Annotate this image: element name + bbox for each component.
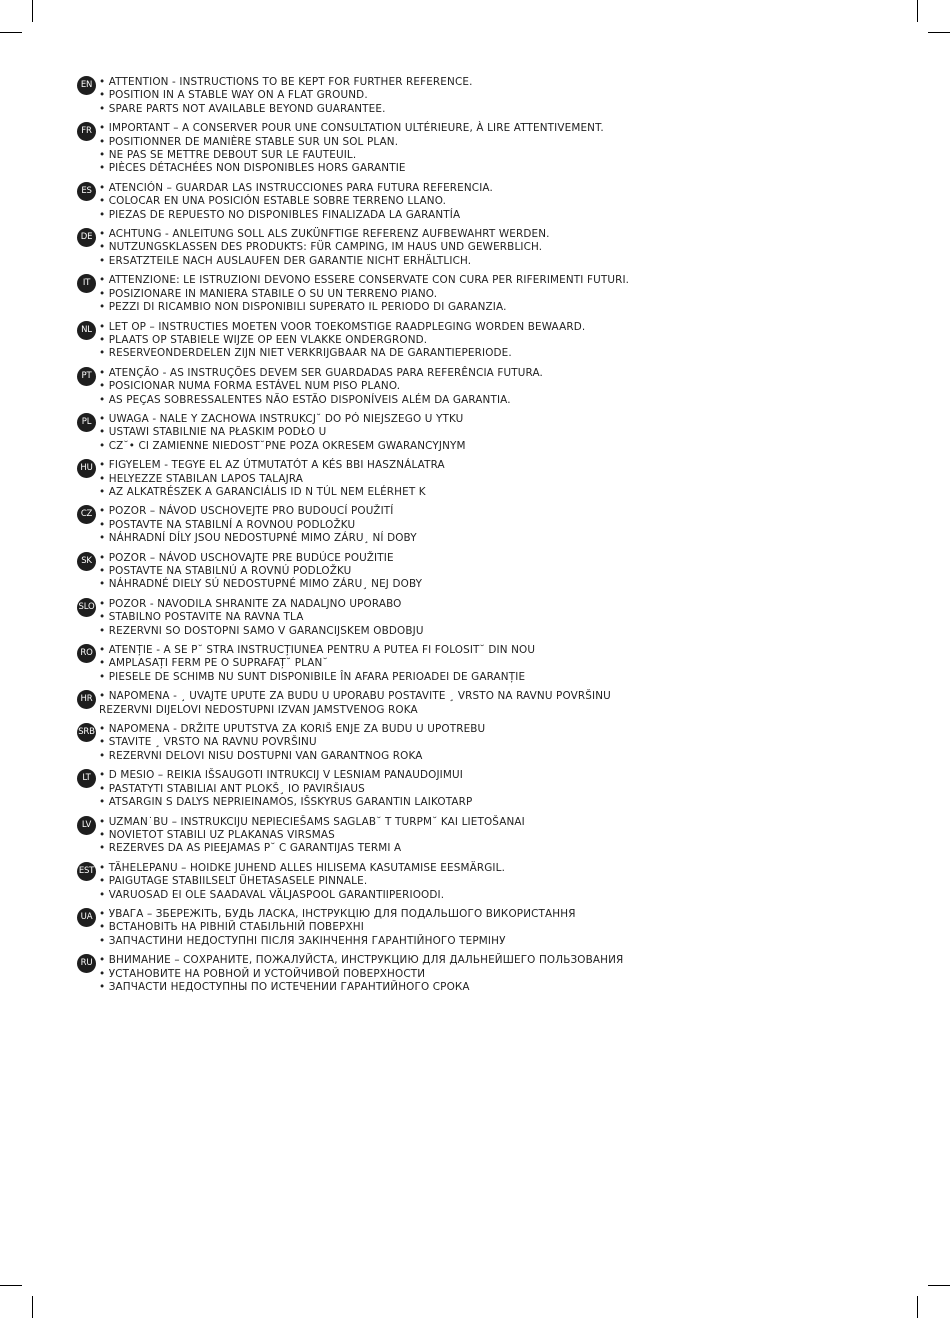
instruction-line: • POSICIONAR NUMA FORMA ESTÁVEL NUM PISO PLANO. xyxy=(99,380,401,393)
instruction-line: • SPARE PARTS NOT AVAILABLE BEYOND GUARANTEE. xyxy=(99,102,386,115)
instruction-line: • POSITION IN A STABLE WAY ON A FLAT GROUND. xyxy=(99,89,368,102)
instruction-line: • УВАГА – ЗБЕРЕЖІТЬ, БУДЬ ЛАСКА, ІНСТРУКЦІЮ ДЛЯ ПОДАЛЬШОГО ВИКОРИСТАННЯ xyxy=(99,907,576,920)
language-block-est xyxy=(77,862,897,902)
language-block-es xyxy=(77,182,897,222)
instruction-line: • COLOCAR EN UNA POSICIÓN ESTABLE SOBRE TERRENO LLANO. xyxy=(99,195,447,208)
instruction-line: • REZERVNI DELOVI NISU DOSTUPNI VAN GARANTNOG ROKA xyxy=(99,749,423,762)
crop-mark-bottom-right-vertical xyxy=(917,1296,918,1318)
instruction-line: • UWAGA - NALE Y ZACHOWA INSTRUKCJ˘ DO PÓ NIEJSZEGO U YTKU xyxy=(99,412,464,425)
language-code-badge: PL xyxy=(77,413,96,432)
instruction-line: • VARUOSAD EI OLE SAADAVAL VÄLJASPOOL GARANTIIPERIOODI. xyxy=(99,888,445,901)
language-code-badge: SRB xyxy=(77,723,96,742)
language-block-fr xyxy=(77,122,897,176)
instruction-line: • ATENCIÓN – GUARDAR LAS INSTRUCCIONES PARA FUTURA REFERENCIA. xyxy=(99,181,493,194)
instruction-line: • STAVITE ¸ VRSTO NA RAVNU POVRŠINU xyxy=(99,736,317,749)
language-code-badge: UA xyxy=(77,908,96,927)
instruction-line: • ATTENZIONE: LE ISTRUZIONI DEVONO ESSERE CONSERVATE CON CURA PER RIFERIMENTI FUTURI. xyxy=(99,274,630,287)
instruction-line: • POSTAVTE NA STABILNÚ A ROVNÚ PODLOŽKU xyxy=(99,565,352,577)
instruction-line: • NAPOMENA - ¸ UVAJTE UPUTE ZA BUDU U UPORABU POSTAVITE ¸ VRSTO NA RAVNU POVRŠINU xyxy=(99,690,611,703)
language-block-sk xyxy=(77,552,897,592)
instruction-line: • NÁHRADNÉ DIELY SÚ NEDOSTUPNÉ MIMO ZÁRU¸ NEJ DOBY xyxy=(99,578,423,591)
crop-mark-bottom-left-vertical xyxy=(32,1296,33,1318)
instruction-line: • UZMAN˙BU – INSTRUKCIJU NEPIECIEŠAMS SAGLAB˘ T TURPM˘ KAI LIETOŠANAI xyxy=(99,815,525,828)
instruction-line: REZERVNI DIJELOVI NEDOSTUPNI IZVAN JAMSTVENOG ROKA xyxy=(99,703,418,716)
instruction-line: • HELYEZZE STABILAN LAPOS TALAJRA xyxy=(99,472,304,485)
language-block-ro xyxy=(77,644,897,684)
language-block-srb xyxy=(77,723,897,763)
language-instructions-list xyxy=(77,76,897,1000)
instruction-line: • POSIZIONARE IN MANIERA STABILE O SU UN TERRENO PIANO. xyxy=(99,287,438,300)
language-code-badge: EST xyxy=(77,862,96,881)
language-code-badge: CZ xyxy=(77,505,96,524)
instruction-line: • ACHTUNG - ANLEITUNG SOLL ALS ZUKÜNFTIGE REFERENZ AUFBEWAHRT WERDEN. xyxy=(99,228,550,241)
instruction-line: • ERSATZTEILE NACH AUSLAUFEN DER GARANTIE NICHT ERHÄLTLICH. xyxy=(99,254,472,267)
instruction-line: • POSTAVTE NA STABILNÍ A ROVNOU PODLOŽKU xyxy=(99,518,356,531)
language-code-badge: NL xyxy=(77,321,96,340)
instruction-line: • ATENȚIE - A SE P˘ STRA INSTRUCȚIUNEA PENTRU A PUTEA FI FOLOSIT˘ DIN NOU xyxy=(99,644,536,657)
instruction-line: • REZERVNI SO DOSTOPNI SAMO V GARANCIJSKEM OBDOBJU xyxy=(99,624,424,637)
instruction-line: • NUTZUNGSKLASSEN DES PRODUKTS: FÜR CAMPING, IM HAUS UND GEWERBLICH. xyxy=(99,241,543,254)
language-code-badge: EN xyxy=(77,76,96,95)
crop-mark-top-right-horizontal xyxy=(928,32,950,33)
instruction-line: • PLAATS OP STABIELE WIJZE OP EEN VLAKKE ONDERGROND. xyxy=(99,333,428,346)
crop-mark-top-right-vertical xyxy=(917,0,918,22)
language-block-hu xyxy=(77,459,897,499)
instruction-line: • USTAWI STABILNIE NA PŁASKIM PODŁO U xyxy=(99,426,327,439)
instruction-line: • AMPLASAȚI FERM PE O SUPRAFAȚ˘ PLAN˘ xyxy=(99,657,328,670)
language-block-ua xyxy=(77,908,897,948)
language-code-badge: RU xyxy=(77,954,96,973)
language-code-badge: HR xyxy=(77,690,96,709)
instruction-line: • PASTATYTI STABILIAI ANT PLOKŠ¸ IO PAVIRŠIAUS xyxy=(99,782,365,795)
instruction-line: • POSITIONNER DE MANIÈRE STABLE SUR UN SOL PLAN. xyxy=(99,135,399,148)
instruction-line: • RESERVEONDERDELEN ZIJN NIET VERKRIJGBAAR NA DE GARANTIEPERIODE. xyxy=(99,347,512,360)
instruction-line: • PEZZI DI RICAMBIO NON DISPONIBILI SUPERATO IL PERIODO DI GARANZIA. xyxy=(99,301,507,314)
instruction-line: • NOVIETOT STABILI UZ PLAKANAS VIRSMAS xyxy=(99,828,335,841)
language-code-badge: ES xyxy=(77,182,96,201)
instruction-line: • PIEZAS DE REPUESTO NO DISPONIBLES FINALIZADA LA GARANTÍA xyxy=(99,208,461,221)
instruction-line: • POZOR – NÁVOD USCHOVEJTE PRO BUDOUCÍ POUŽITÍ xyxy=(99,505,394,518)
language-code-badge: LT xyxy=(77,769,96,788)
instruction-line: • REZERVES DA AS PIEEJAMAS P˘ C GARANTIJAS TERMI A xyxy=(99,842,402,855)
language-code-badge: PT xyxy=(77,367,96,386)
instruction-line: • ATTENTION - INSTRUCTIONS TO BE KEPT FOR FURTHER REFERENCE. xyxy=(99,76,473,88)
language-code-badge: DE xyxy=(77,228,96,247)
language-block-lt xyxy=(77,769,897,809)
instruction-line: • D MESIO – REIKIA IŠSAUGOTI INTRUKCIJ V LESNIAM PANAUDOJIMUI xyxy=(99,769,463,782)
language-block-it xyxy=(77,274,897,314)
language-block-pl xyxy=(77,413,897,453)
instruction-line: • ATSARGIN S DALYS NEPRIEINAMOS, IŠSKYRUS GARANTIN LAIKOTARP xyxy=(99,796,473,809)
instruction-line: • IMPORTANT – A CONSERVER POUR UNE CONSULTATION ULTÉRIEURE, À LIRE ATTENTIVEMENT. xyxy=(99,122,604,135)
instruction-line: • ВСТАНОВІТЬ НА РІВНІЙ СТАБІЛЬНІЙ ПОВЕРХНІ xyxy=(99,921,364,934)
instruction-line: • ЗАПЧАСТИ НЕДОСТУПНЫ ПО ИСТЕЧЕНИИ ГАРАНТИЙНОГО СРОКА xyxy=(99,980,470,993)
instruction-line: • AS PEÇAS SOBRESSALENTES NÃO ESTÃO DISPONÍVEIS ALÉM DA GARANTIA. xyxy=(99,393,511,406)
language-code-badge: FR xyxy=(77,122,96,141)
language-code-badge: SK xyxy=(77,552,96,571)
instruction-line: • AZ ALKATRÉSZEK A GARANCIÁLIS ID N TÚL NEM ELÉRHET K xyxy=(99,485,426,498)
instruction-line: • ЗАПЧАСТИНИ НЕДОСТУПНІ ПІСЛЯ ЗАКІНЧЕННЯ ГАРАНТІЙНОГО ТЕРМІНУ xyxy=(99,934,506,947)
instruction-line: • POZOR - NAVODILA SHRANITE ZA NADALJNO UPORABO xyxy=(99,597,402,610)
instruction-line: • TÄHELEPANU – HOIDKE JUHEND ALLES HILISEMA KASUTAMISE EESMÄRGIL. xyxy=(99,861,506,874)
instruction-line: • PIÈCES DÉTACHÉES NON DISPONIBLES HORS GARANTIE xyxy=(99,162,406,175)
language-block-lv xyxy=(77,816,897,856)
language-code-badge: HU xyxy=(77,459,96,478)
instruction-line: • CZ˘• CI ZAMIENNE NIEDOST˘PNE POZA OKRESEM GWARANCYJNYM xyxy=(99,439,466,452)
instruction-line: • УСТАНОВИТЕ НА РОВНОЙ И УСТОЙЧИВОЙ ПОВЕРХНОСТИ xyxy=(99,967,426,980)
language-code-badge: SLO xyxy=(77,598,96,617)
instruction-line: • LET OP – INSTRUCTIES MOETEN VOOR TOEKOMSTIGE RAADPLEGING WORDEN BEWAARD. xyxy=(99,320,586,333)
language-block-cz xyxy=(77,505,897,545)
crop-mark-top-left-horizontal xyxy=(0,32,22,33)
instruction-line: • STABILNO POSTAVITE NA RAVNA TLA xyxy=(99,611,304,624)
instruction-line: • NE PAS SE METTRE DEBOUT SUR LE FAUTEUIL. xyxy=(99,149,357,162)
language-code-badge: IT xyxy=(77,274,96,293)
instruction-line: • FIGYELEM - TEGYE EL AZ ÚTMUTATÓT A KÉS BBI HASZNÁLATRA xyxy=(99,459,445,472)
instruction-line: • PAIGUTAGE STABIILSELT ÜHETASASELE PINNALE. xyxy=(99,875,368,888)
crop-mark-bottom-left-horizontal xyxy=(0,1285,22,1286)
language-block-en xyxy=(77,76,897,116)
crop-mark-bottom-right-horizontal xyxy=(928,1285,950,1286)
language-code-badge: RO xyxy=(77,644,96,663)
crop-mark-top-left-vertical xyxy=(32,0,33,22)
instruction-line: • ВНИМАНИЕ – СОХРАНИТЕ, ПОЖАЛУЙСТА, ИНСТРУКЦИЮ ДЛЯ ДАЛЬНЕЙШЕГО ПОЛЬЗОВАНИЯ xyxy=(99,954,624,967)
language-code-badge: LV xyxy=(77,816,96,835)
language-block-de xyxy=(77,228,897,268)
instruction-line: • NÁHRADNÍ DÍLY JSOU NEDOSTUPNÉ MIMO ZÁRU¸ NÍ DOBY xyxy=(99,532,417,545)
language-block-nl xyxy=(77,321,897,361)
language-block-hr xyxy=(77,690,897,717)
language-block-pt xyxy=(77,367,897,407)
instruction-line: • ATENÇÃO - AS INSTRUÇÕES DEVEM SER GUARDADAS PARA REFERÊNCIA FUTURA. xyxy=(99,366,544,379)
instruction-line: • NAPOMENA - DRŽITE UPUTSTVA ZA KORIŠ ENJE ZA BUDU U UPOTREBU xyxy=(99,723,486,736)
instruction-line: • POZOR – NÁVOD USCHOVAJTE PRE BUDÚCE POUŽITIE xyxy=(99,551,394,564)
language-block-ru xyxy=(77,954,897,994)
instruction-line: • PIESELE DE SCHIMB NU SUNT DISPONIBILE ÎN AFARA PERIOADEI DE GARANȚIE xyxy=(99,670,526,683)
language-block-slo xyxy=(77,598,897,638)
